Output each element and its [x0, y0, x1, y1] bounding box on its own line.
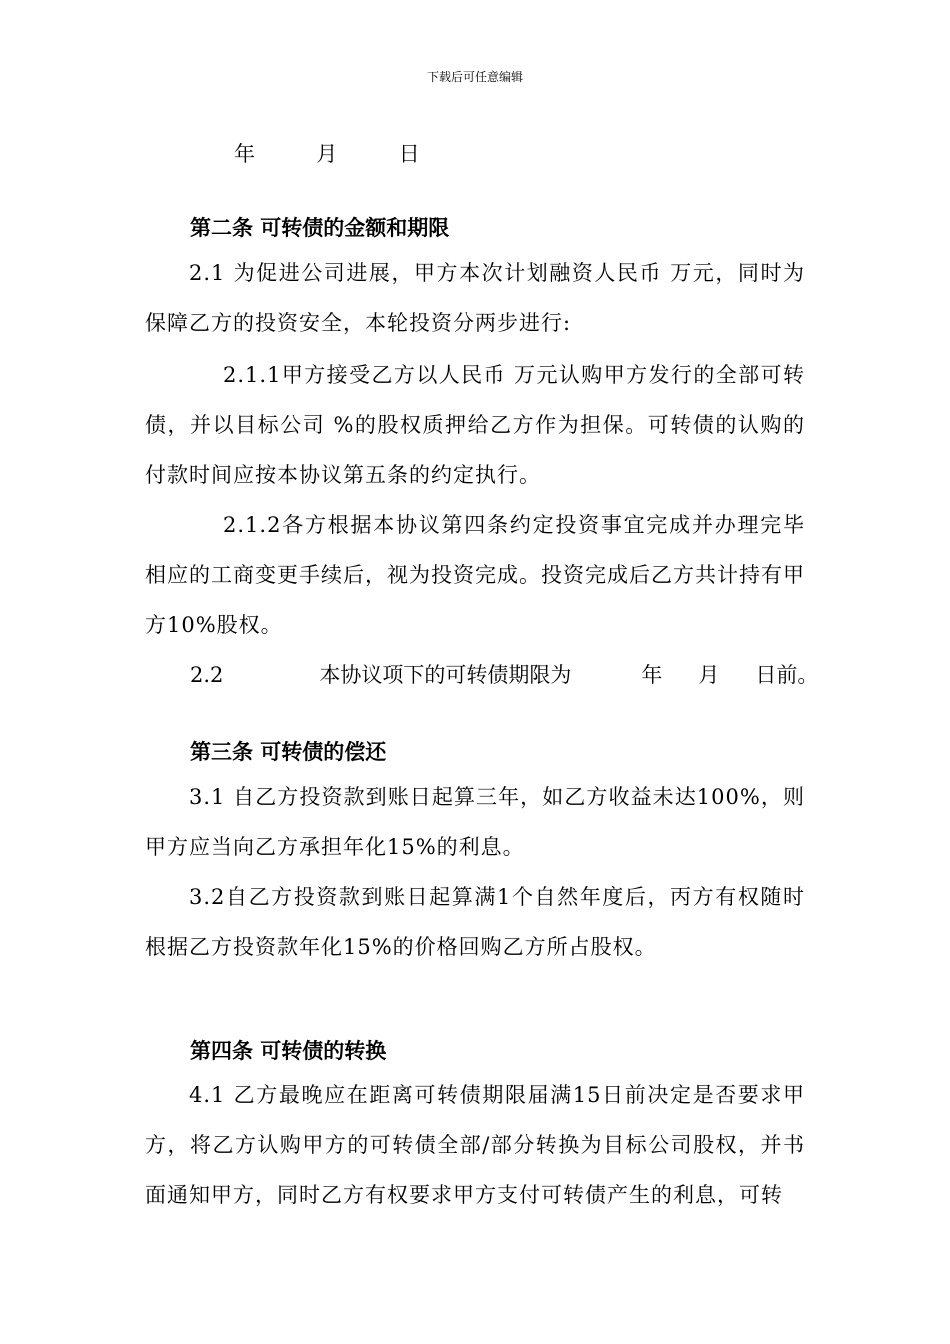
- article3-title: 第三条 可转债的偿还: [190, 740, 387, 764]
- paragraph-3-1: 3.1 自乙方投资款到账日起算三年，如乙方收益未达100%，则甲方应当向乙方承担年化15%的利息。: [145, 785, 805, 859]
- paragraph-3-2: 3.2自乙方投资款到账日起算满1个自然年度后，丙方有权随时根据乙方投资款年化15%的价格回购乙方所占股权。: [145, 885, 805, 959]
- article2-title: 第二条 可转债的金额和期限: [190, 216, 450, 240]
- paragraph-2-1-1: 2.1.1甲方接受乙方以人民币 万元认购甲方发行的全部可转债，并以目标公司 %的股权质押给乙方作为担保。可转债的认购的付款时间应按本协议第五条的约定执行。: [145, 363, 805, 487]
- paragraph-2-1: 2.1 为促进公司进展，甲方本次计划融资人民币 万元，同时为保障乙方的投资安全，本轮投资分两步进行:: [145, 261, 805, 335]
- paragraph-2-2: [190, 650, 830, 700]
- paragraph-4-1: 4.1 乙方最晚应在距离可转债期限届满15日前决定是否要求甲方，将乙方认购甲方的可转债全部/部分转换为目标公司股权，并书面通知甲方，同时乙方有权要求甲方支付可转债产生的利息，可转: [145, 1083, 805, 1207]
- paragraph-2-2-year: 年: [641, 663, 663, 687]
- date-month: 月: [316, 142, 338, 166]
- header-note: 下载后可任意编辑: [426, 70, 523, 84]
- paragraph-2-1-2: 2.1.2各方根据本协议第四条约定投资事宜完成并办理完毕相应的工商变更手续后，视为投资完成。投资完成后乙方共计持有甲方10%股权。: [145, 513, 805, 637]
- paragraph-2-2-month: 月: [698, 663, 720, 687]
- date-year: 年: [234, 142, 255, 166]
- paragraph-2-2-text: 本协议项下的可转债期限为: [319, 663, 572, 687]
- article4-title: 第四条 可转债的转换: [190, 1039, 387, 1063]
- paragraph-2-2-day: 日前。: [755, 663, 819, 687]
- paragraph-2-2-number: 2.2: [190, 663, 224, 687]
- date-line: [234, 138, 420, 168]
- date-day: 日: [398, 142, 420, 166]
